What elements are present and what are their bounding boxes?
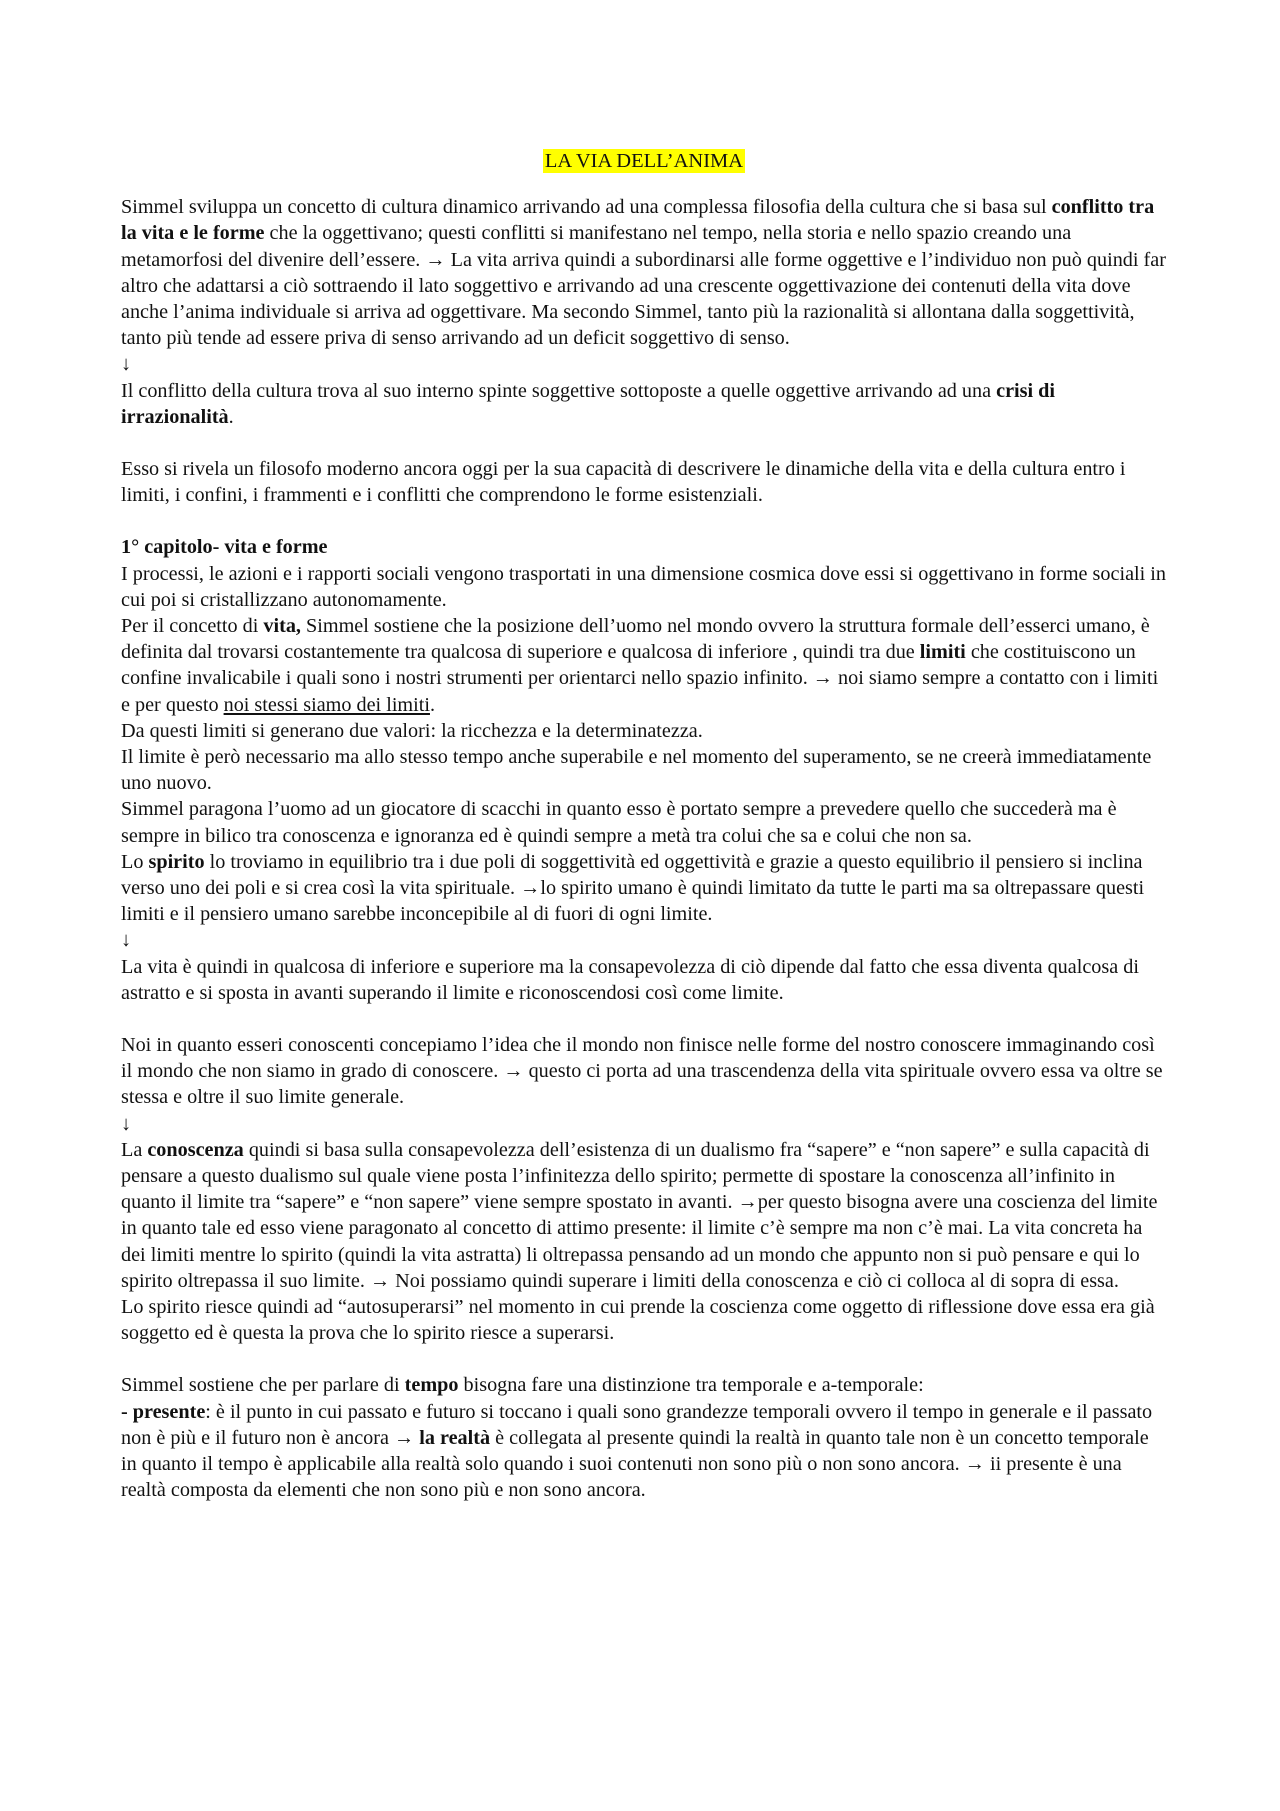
text-run: che costituiscono un confine invalicabile i quali sono i nostri strumenti per orientarci nello spazio infinito. → noi siamo sempre a contatto con i limiti e per questo bbox=[121, 641, 1159, 716]
intro-paragraph-2 bbox=[121, 378, 1167, 430]
chapter-paragraph-2 bbox=[121, 613, 1167, 718]
bold-run: tempo bbox=[404, 1374, 459, 1397]
chapter-paragraph-9 bbox=[121, 1137, 1167, 1294]
chapter-paragraph-11 bbox=[121, 1372, 1167, 1398]
title-wrap bbox=[121, 148, 1167, 174]
bold-run: - presente bbox=[121, 1400, 206, 1423]
text-run: Il conflitto della cultura trova al suo interno spinte soggettive sottoposte a quelle oggettive arrivando ad una bbox=[121, 379, 997, 402]
text-run: . bbox=[429, 693, 436, 716]
down-arrow-icon: ↓ bbox=[121, 1112, 132, 1135]
intro-paragraph-3: Esso si rivela un filosofo moderno ancora oggi per la sua capacità di descrivere le dinamiche della vita e della cultura entro i limiti, i confini, i frammenti e i conflitti che comprendono le forme esistenziali. bbox=[121, 458, 1126, 507]
chapter-paragraph-6 bbox=[121, 849, 1167, 928]
bold-run: conflitto tra la vita e le forme bbox=[121, 196, 1155, 245]
bold-run: conoscenza bbox=[147, 1138, 244, 1161]
text-run: Per il concetto di bbox=[121, 615, 264, 638]
intro-paragraph-1 bbox=[121, 194, 1167, 351]
text-run: : è il punto in cui passato e futuro si toccano i quali sono grandezze temporali ovvero il tempo in generale e il passato non è più e il futuro non è ancora bbox=[121, 1400, 1153, 1449]
text-run: . bbox=[228, 405, 234, 428]
text-run: La bbox=[121, 1138, 148, 1161]
chapter-paragraph-3: Da questi limiti si generano due valori: la ricchezza e la determinatezza. bbox=[121, 719, 703, 742]
bold-run: vita, bbox=[263, 615, 301, 638]
bold-run: → la realtà bbox=[394, 1426, 491, 1449]
chapter-paragraph-8: Noi in quanto esseri conoscenti concepiamo l’idea che il mondo non finisce nelle forme del nostro conoscere immaginando così il mondo che non siamo in grado di conoscere. → questo ci porta ad una trascendenza della vita spirituale ovvero essa va oltre se stessa e oltre il suo limite generale. bbox=[121, 1034, 1163, 1109]
chapter-paragraph-4: Il limite è però necessario ma allo stesso tempo anche superabile e nel momento del superamento, se ne creerà immediatamente uno nuovo. bbox=[121, 746, 1152, 795]
text-run: Simmel sviluppa un concetto di cultura dinamico arrivando ad una complessa filosofia della cultura che si basa sul bbox=[121, 196, 1052, 219]
chapter-heading bbox=[121, 534, 1167, 560]
text-run: lo troviamo in equilibrio tra i due poli di soggettività ed oggettività e grazie a questo equilibrio il pensiero si inclina verso uno dei poli e si crea così la vita spirituale. →lo spirito umano è quindi limitato da tutte le parti ma sa oltrepassare questi limiti e il pensiero umano sarebbe inconcepibile al di fuori di ogni limite. bbox=[121, 850, 1145, 926]
bold-run: spirito bbox=[148, 850, 205, 873]
down-arrow-icon: ↓ bbox=[121, 353, 132, 376]
chapter-paragraph-1: I processi, le azioni e i rapporti sociali vengono trasportati in una dimensione cosmica dove essi si oggettivano in forme sociali in cui poi si cristallizzano autonomamente. bbox=[121, 562, 1166, 611]
bold-run: limiti bbox=[919, 641, 966, 664]
underlined-run: noi stessi siamo dei limiti bbox=[223, 693, 430, 716]
chapter-paragraph-10: Lo spirito riesce quindi ad “autosuperarsi” nel momento in cui prende la coscienza come oggetto di riflessione dove essa era già soggetto ed è questa la prova che lo spirito riesce a superarsi. bbox=[121, 1296, 1155, 1345]
text-run: è collegata al presente quindi la realtà in quanto tale non è un concetto temporale in quanto il tempo è applicabile alla realtà solo quando i suoi contenuti non sono più o non sono ancora. → ii presente è una realtà composta da elementi che non sono più e non sono ancora. bbox=[121, 1426, 1149, 1502]
document-page bbox=[121, 148, 1167, 1504]
text-run: bisogna fare una distinzione tra temporale e a-temporale: bbox=[458, 1374, 924, 1397]
bold-run: crisi di irrazionalità bbox=[121, 379, 1056, 428]
down-arrow-icon: ↓ bbox=[121, 929, 132, 952]
chapter-paragraph-7: La vita è quindi in qualcosa di inferiore e superiore ma la consapevolezza di ciò dipende dal fatto che essa diventa qualcosa di astratto e si sposta in avanti superando il limite e riconoscendosi così come limite. bbox=[121, 955, 1139, 1004]
text-run: Simmel sostiene che la posizione dell’uomo nel mondo ovvero la struttura formale dell’esserci umano, è definita dal trovarsi costantemente tra qualcosa di superiore e qualcosa di inferiore , quindi tra due bbox=[121, 615, 1150, 664]
chapter-paragraph-5: Simmel paragona l’uomo ad un giocatore di scacchi in quanto esso è portato sempre a prevedere quello che succederà ma è sempre in bilico tra conoscenza e ignoranza ed è quindi sempre a metà tra colui che sa e colui che non sa. bbox=[121, 798, 1117, 847]
text-run: che la oggettivano; questi conflitti si manifestano nel tempo, nella storia e nello spazio creando una metamorfosi del divenire dell’essere. → La vita arriva quindi a subordinarsi alle forme oggettive e l’individuo non può quindi far altro che adattarsi a ciò sottraendo il lato soggettivo e arrivando ad una crescente oggettivazione dei contenuti della vita dove anche l’anima individuale si arriva ad oggettivare. Ma secondo Simmel, tanto più la razionalità si allontana dalla soggettività, tanto più tende ad essere priva di senso arrivando ad un deficit soggettivo di senso. bbox=[121, 222, 1166, 350]
text-run: Simmel sostiene che per parlare di bbox=[121, 1374, 405, 1397]
text-run: quindi si basa sulla consapevolezza dell’esistenza di un dualismo fra “sapere” e “non sapere” e sulla capacità di pensare a questo dualismo sul quale viene posta l’infinitezza dello spirito; permette di spostare la conoscenza all’infinito in quanto il limite tra “sapere” e “non sapere” viene sempre spostato in avanti. →per questo bisogna avere una coscienza del limite in quanto tale ed esso viene paragonato al concetto di attimo presente: il limite c’è sempre ma non c’è mai. La vita concreta ha dei limiti mentre lo spirito (quindi la vita astratta) li oltrepassa pensando ad un mondo che appunto non si può pensare e qui lo spirito oltrepassa il suo limite. → Noi possiamo quindi superare i limiti della conoscenza e ciò ci colloca al di sopra di essa. bbox=[121, 1138, 1158, 1292]
document-title: LA VIA DELL’ANIMA bbox=[544, 150, 744, 172]
heading-text: 1° capitolo- vita e forme bbox=[121, 536, 328, 559]
chapter-paragraph-12 bbox=[121, 1399, 1167, 1504]
text-run: Lo bbox=[121, 850, 149, 873]
